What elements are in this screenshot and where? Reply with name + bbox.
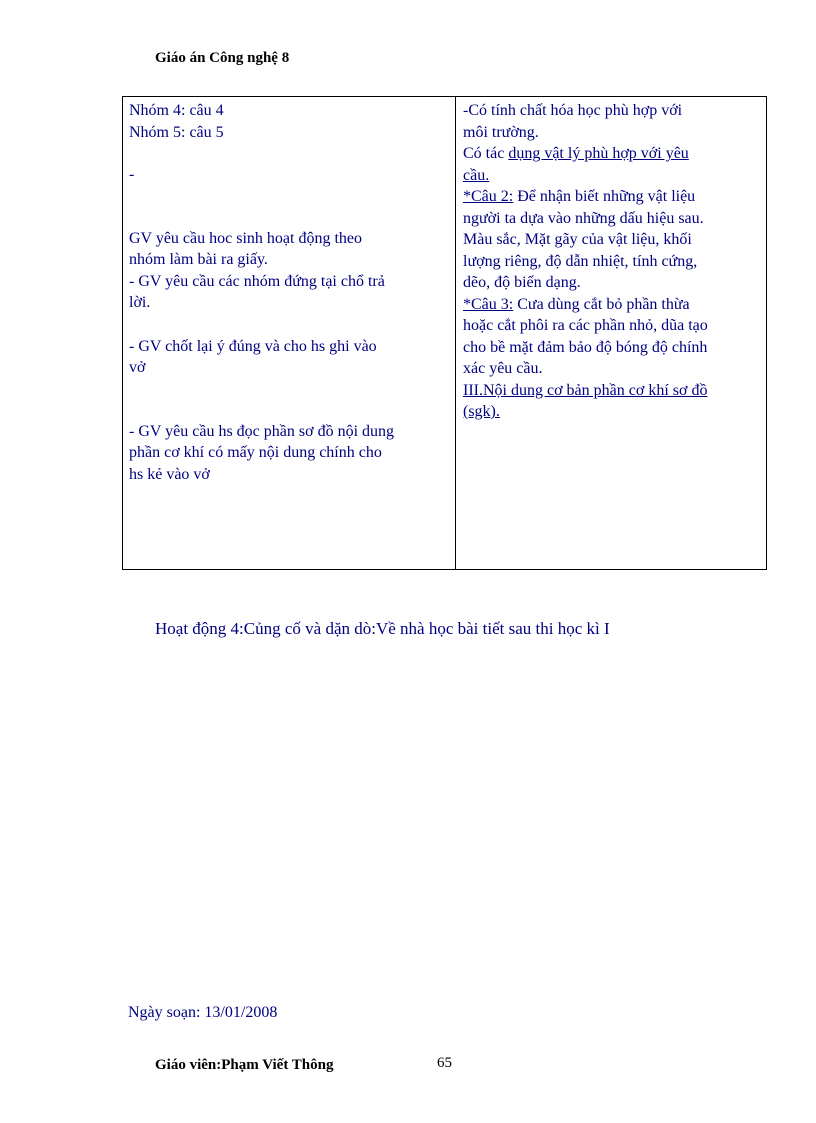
gv-instruction-2-line-2: lời. [129, 294, 151, 311]
answer-line-4: cầu. [463, 166, 490, 184]
page-number: 65 [437, 1055, 452, 1071]
answer-line-7: Màu sắc, Mặt gãy của vật liệu, khối [463, 231, 692, 248]
content-column [456, 97, 766, 569]
question-2-label: *Câu 2: [463, 188, 514, 205]
document-header-title: Giáo án Công nghệ 8 [155, 50, 290, 66]
question-2-text: Để nhận biết những vật liệu [513, 188, 696, 205]
section-iii-heading-line-1: III.Nội dung cơ bản phần cơ khí sơ đồ [463, 381, 708, 399]
answer-line-11: hoặc cắt phôi ra các phần nhỏ, dũa tạo [463, 317, 708, 334]
empty-bullet: - [129, 166, 135, 183]
group-4-assignment: Nhóm 4: câu 4 [129, 102, 224, 119]
footer-teacher-name: Giáo viên:Phạm Viết Thông [155, 1057, 334, 1073]
answer-line-8: lượng riêng, độ dẫn nhiệt, tính cứng, [463, 252, 698, 270]
answer-line-3-underlined: dụng vật lý phù hợp với yêu [508, 145, 689, 162]
lesson-table [122, 96, 767, 570]
gv-instruction-1-line-2: nhóm làm bài ra giấy. [129, 251, 268, 268]
answer-line-3 [463, 143, 762, 165]
gv-instruction-4-line-2: phần cơ khí có mấy nội dung chính cho [129, 444, 382, 461]
teacher-activity-column [123, 97, 456, 569]
gv-instruction-4-line-1: - GV yêu cầu hs đọc phần sơ đồ nội dung [129, 422, 395, 440]
activity-4-text: Hoạt động 4:Củng cố và dặn dò:Về nhà học bài tiết sau thi học kì I [155, 619, 610, 638]
question-3-text: Cưa dùng cắt bỏ phần thừa [513, 295, 690, 313]
answer-line-6: người ta dựa vào những dấu hiệu sau. [463, 209, 704, 227]
gv-instruction-2-line-1: - GV yêu cầu các nhóm đứng tại chổ trả [129, 272, 385, 290]
group-5-assignment: Nhóm 5: câu 5 [129, 123, 224, 141]
answer-line-12: cho bề mặt đảm bảo độ bóng độ chính [463, 338, 708, 356]
prepared-date: Ngày soạn: 13/01/2008 [128, 1004, 278, 1021]
answer-line-13: xác yêu cầu. [463, 360, 543, 377]
answer-line-9: dẽo, độ biến dạng. [463, 274, 581, 291]
gv-instruction-4-line-3: hs kẻ vào vở [129, 465, 210, 483]
gv-instruction-1-line-1: GV yêu cầu hoc sinh hoạt động theo [129, 229, 362, 247]
question-3-label: *Câu 3: [463, 295, 514, 313]
gv-instruction-3-line-1: - GV chốt lại ý đúng và cho hs ghi vào [129, 337, 377, 355]
question-2-line [463, 186, 762, 208]
section-iii-heading-line-2: (sgk). [463, 403, 500, 420]
gv-instruction-3-line-2: vở [129, 359, 146, 376]
answer-line-1: -Có tính chất hóa học phù hợp với [463, 102, 683, 119]
answer-line-3-prefix: Có tác [463, 145, 509, 162]
question-3-line [463, 294, 762, 316]
answer-line-2: môi trường. [463, 123, 539, 141]
